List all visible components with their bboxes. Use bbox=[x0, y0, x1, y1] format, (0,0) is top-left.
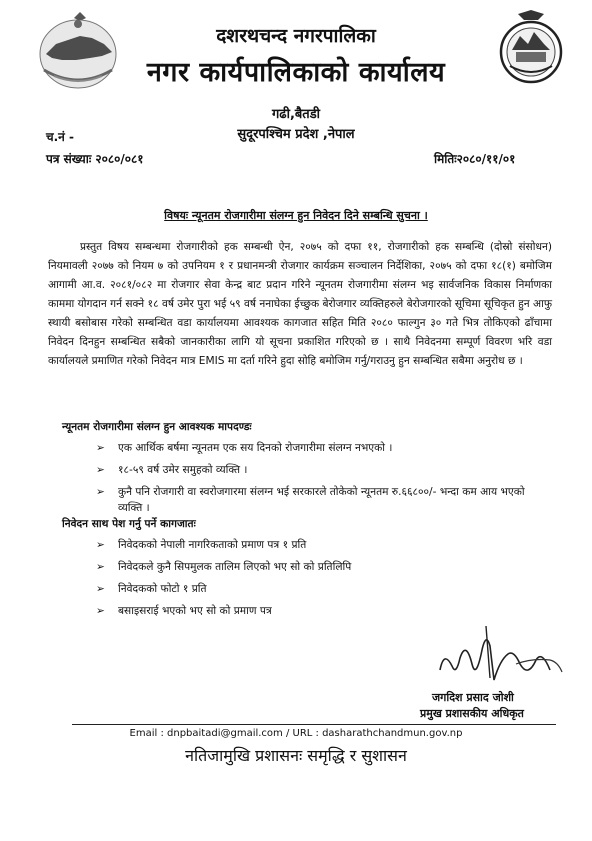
municipality-name: दशरथचन्द नगरपालिका bbox=[216, 25, 376, 47]
footer-contact: Email : dnpbaitadi@gmail.com / URL : dasharathchandmun.gov.np bbox=[129, 728, 463, 739]
documents-list bbox=[96, 537, 536, 625]
list-item: ➢ एक आर्थिक बर्षमा न्यूनतम एक सय दिनको रोजगारीमा संलग्न नभएको । bbox=[96, 442, 393, 454]
arrow-bullet-icon: ➢ bbox=[96, 605, 105, 617]
signatory-title: प्रमुख प्रशासकीय अधिकृत bbox=[420, 707, 524, 720]
arrow-bullet-icon: ➢ bbox=[96, 464, 105, 476]
place-name: गढी,बैतडी bbox=[271, 107, 321, 122]
notice-body bbox=[48, 238, 552, 371]
list-item: ➢ निवेदकको नेपाली नागरिकताको प्रमाण पत्र १ प्रति bbox=[96, 539, 307, 551]
handwritten-signature bbox=[420, 620, 570, 692]
arrow-bullet-icon: ➢ bbox=[96, 442, 105, 454]
footer-motto: नतिजामुखि प्रशासनः समृद्धि र सुशासन bbox=[185, 746, 407, 765]
letter-date: मितिः२०८०/११/०१ bbox=[434, 152, 516, 166]
documents-heading: निवेदन साथ पेश गर्नु पर्ने कागजातः bbox=[62, 518, 196, 530]
ref-number-label: च.नं - bbox=[46, 130, 74, 144]
arrow-bullet-icon: ➢ bbox=[96, 486, 105, 498]
signatory-name: जगदिश प्रसाद जोशी bbox=[432, 691, 514, 704]
list-item: ➢ निवेदकले कुनै सिपमुलक तालिम लिएको भए सो को प्रतिलिपि bbox=[96, 561, 352, 573]
letter-number: पत्र संख्याः २०८०/०८१ bbox=[46, 152, 144, 166]
footer-divider bbox=[72, 724, 556, 725]
arrow-bullet-icon: ➢ bbox=[96, 539, 105, 551]
list-item: ➢ कुनै पनि रोजगारी वा स्वरोजगारमा संलग्न भई सरकारले तोकेको न्यूनतम रु.६६८००/- भन्दा कम आय भएको व्यक्ति । bbox=[96, 486, 525, 514]
notice-body-text: प्रस्तुत विषय सम्बन्धमा रोजगारीको हक सम्बन्धी ऐन, २०७५ को दफा ११, रोजगारीको हक सम्बन्धि (दोस्रो संसोधन) नियमावली २०७७ को नियम ७ को उपनियम १ र प्रधानमन्त्री रोजगार कार्यक्रम सञ्चालन निर्देशिका, २०७५ को दफा १८(१) बमोजिम आगामी आ.व. २०८१/०८२ मा रोजगार सेवा केन्द्र बाट प्रदान गरिने न्यूनतम रोजगारीमा संलग्न भइ सार्वजनिक विकास निर्माणका काममा योगदान गर्न सक्ने १८ वर्ष उमेर पुरा भई ५९ वर्ष ननाघेका ईच्छुक बेरोजगार व्यक्तिहरुले बेरोजगारको सूचिमा सूचिकृत हुन आफु स्थायी बसोबास गरेको सम्बन्धित वडा कार्यालयमा आवश्यक कागजात सहित मिति २०८० फाल्गुन ३० गते भित्र तोकिएको ढाँचामा निवेदन दिनहुन सम्बन्धित सबैको जानकारीका लागि यो सूचना प्रकाशित गरिएको छ । साथै निवेदनमा सम्पूर्ण विवरण भरि वडा कार्यालयले प्रमाणित गरेको निवेदन मात्र EMIS मा दर्ता गरिने हुदा सोहि बमोजिम गर्नु/गराउनु हुन सम्बन्धित सबैमा अनुरोध छ । bbox=[48, 241, 552, 367]
arrow-bullet-icon: ➢ bbox=[96, 561, 105, 573]
criteria-list bbox=[96, 440, 536, 522]
notice-subject: विषयः न्यूनतम रोजगारीमा संलग्न हुन निवेदन दिने सम्बन्धि सुचना । bbox=[164, 209, 428, 222]
list-item: ➢ १८-५९ वर्ष उमेर समुहको व्यक्ति । bbox=[96, 464, 248, 476]
list-item: ➢ बसाइसराई भएको भए सो को प्रमाण पत्र bbox=[96, 605, 272, 617]
office-name: नगर कार्यपालिकाको कार्यालय bbox=[146, 57, 446, 88]
criteria-heading: न्यूनतम रोजगारीमा संलग्न हुन आवश्यक मापदण्डः bbox=[62, 421, 252, 433]
province-name: सुदूरपश्चिम प्रदेश ,नेपाल bbox=[237, 127, 355, 142]
list-item: ➢ निवेदकको फोटो १ प्रति bbox=[96, 583, 207, 595]
arrow-bullet-icon: ➢ bbox=[96, 583, 105, 595]
